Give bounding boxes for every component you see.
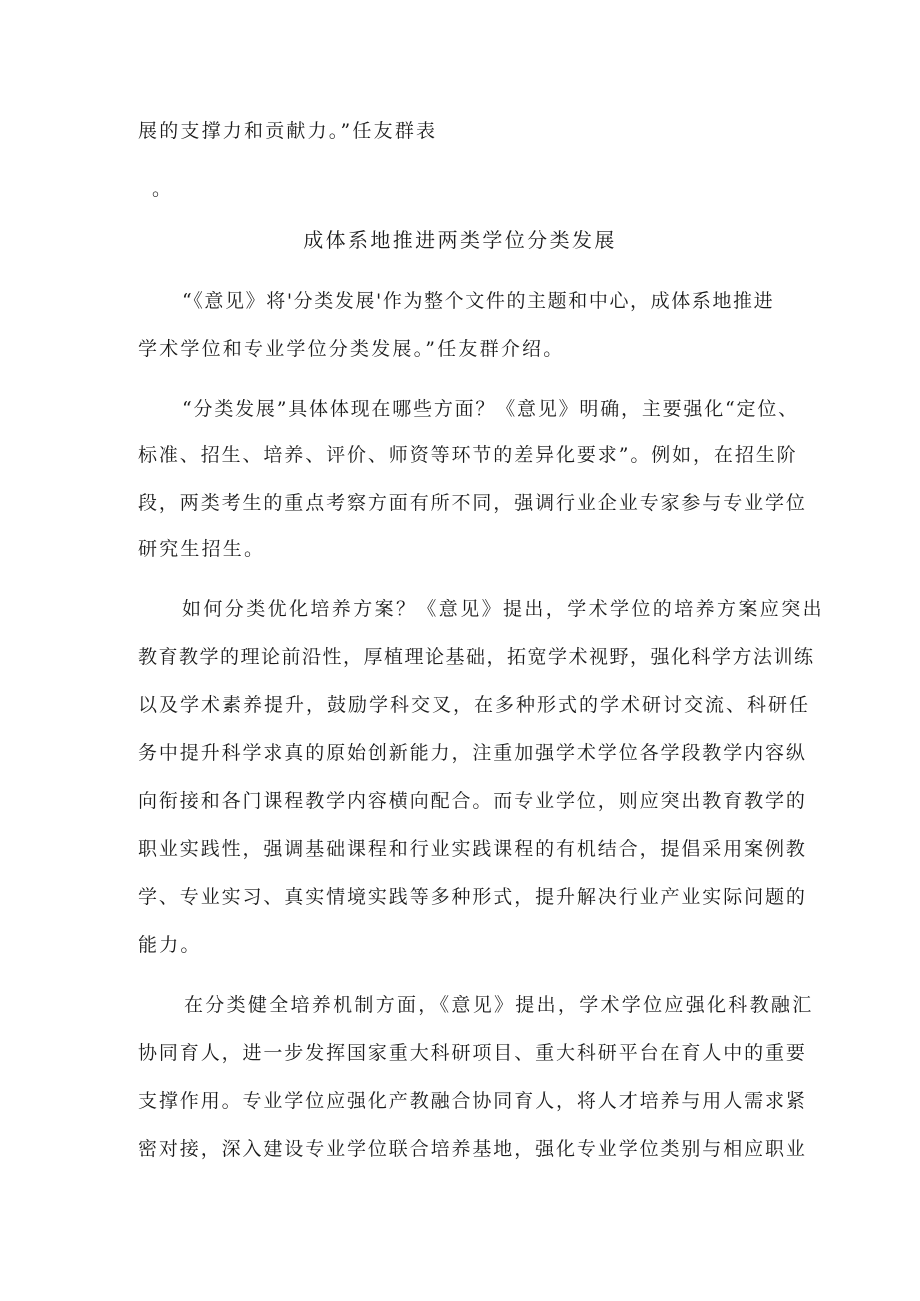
text-line: 学、专业实习、真实情境实践等多种形式，提升解决行业产业实际问题的	[138, 886, 807, 908]
text-line: 研究生招生。	[138, 538, 266, 560]
text-line: 向衔接和各门课程教学内容横向配合。而专业学位，则应突出教育教学的	[138, 790, 807, 812]
text-line: 。	[152, 178, 174, 200]
text-line: 学术学位和专业学位分类发展。”任友群介绍。	[138, 338, 565, 360]
text-line: 支撑作用。专业学位应强化产教融合协同育人，将人才培养与用人需求紧	[138, 1090, 807, 1112]
text-line: 协同育人，进一步发挥国家重大科研项目、重大科研平台在育人中的重要	[138, 1042, 807, 1064]
text-line: 务中提升科学求真的原始创新能力，注重加强学术学位各学段教学内容纵	[138, 742, 807, 764]
text-line: 职业实践性，强调基础课程和行业实践课程的有机结合，提倡采用案例教	[138, 838, 807, 860]
text-line: “《意见》将'分类发展'作为整个文件的主题和中心，成体系地推进	[182, 290, 775, 312]
text-line: 能力。	[138, 934, 202, 956]
text-line: 密对接，深入建设专业学位联合培养基地，强化专业学位类别与相应职业	[138, 1138, 807, 1160]
text-line: “分类发展”具体体现在哪些方面？《意见》明确，主要强化“定位、	[182, 398, 799, 420]
text-line: 标准、招生、培养、评价、师资等环节的差异化要求”。例如，在招生阶	[138, 444, 798, 466]
text-line: 在分类健全培养机制方面，《意见》提出，学术学位应强化科教融汇	[184, 994, 814, 1016]
text-line: 如何分类优化培养方案？《意见》提出，学术学位的培养方案应突出	[182, 598, 825, 620]
text-line: 段，两类考生的重点考察方面有所不同，强调行业企业专家参与专业学位	[138, 492, 807, 514]
section-heading: 成体系地推进两类学位分类发展	[303, 228, 617, 252]
text-line: 教育教学的理论前沿性，厚植理论基础，拓宽学术视野，强化科学方法训练	[138, 646, 815, 668]
text-line: 以及学术素养提升，鼓励学科交叉，在多种形式的学术研讨交流、科研任	[138, 694, 811, 716]
text-line: 展的支撑力和贡献力。”任友群表	[138, 120, 438, 142]
